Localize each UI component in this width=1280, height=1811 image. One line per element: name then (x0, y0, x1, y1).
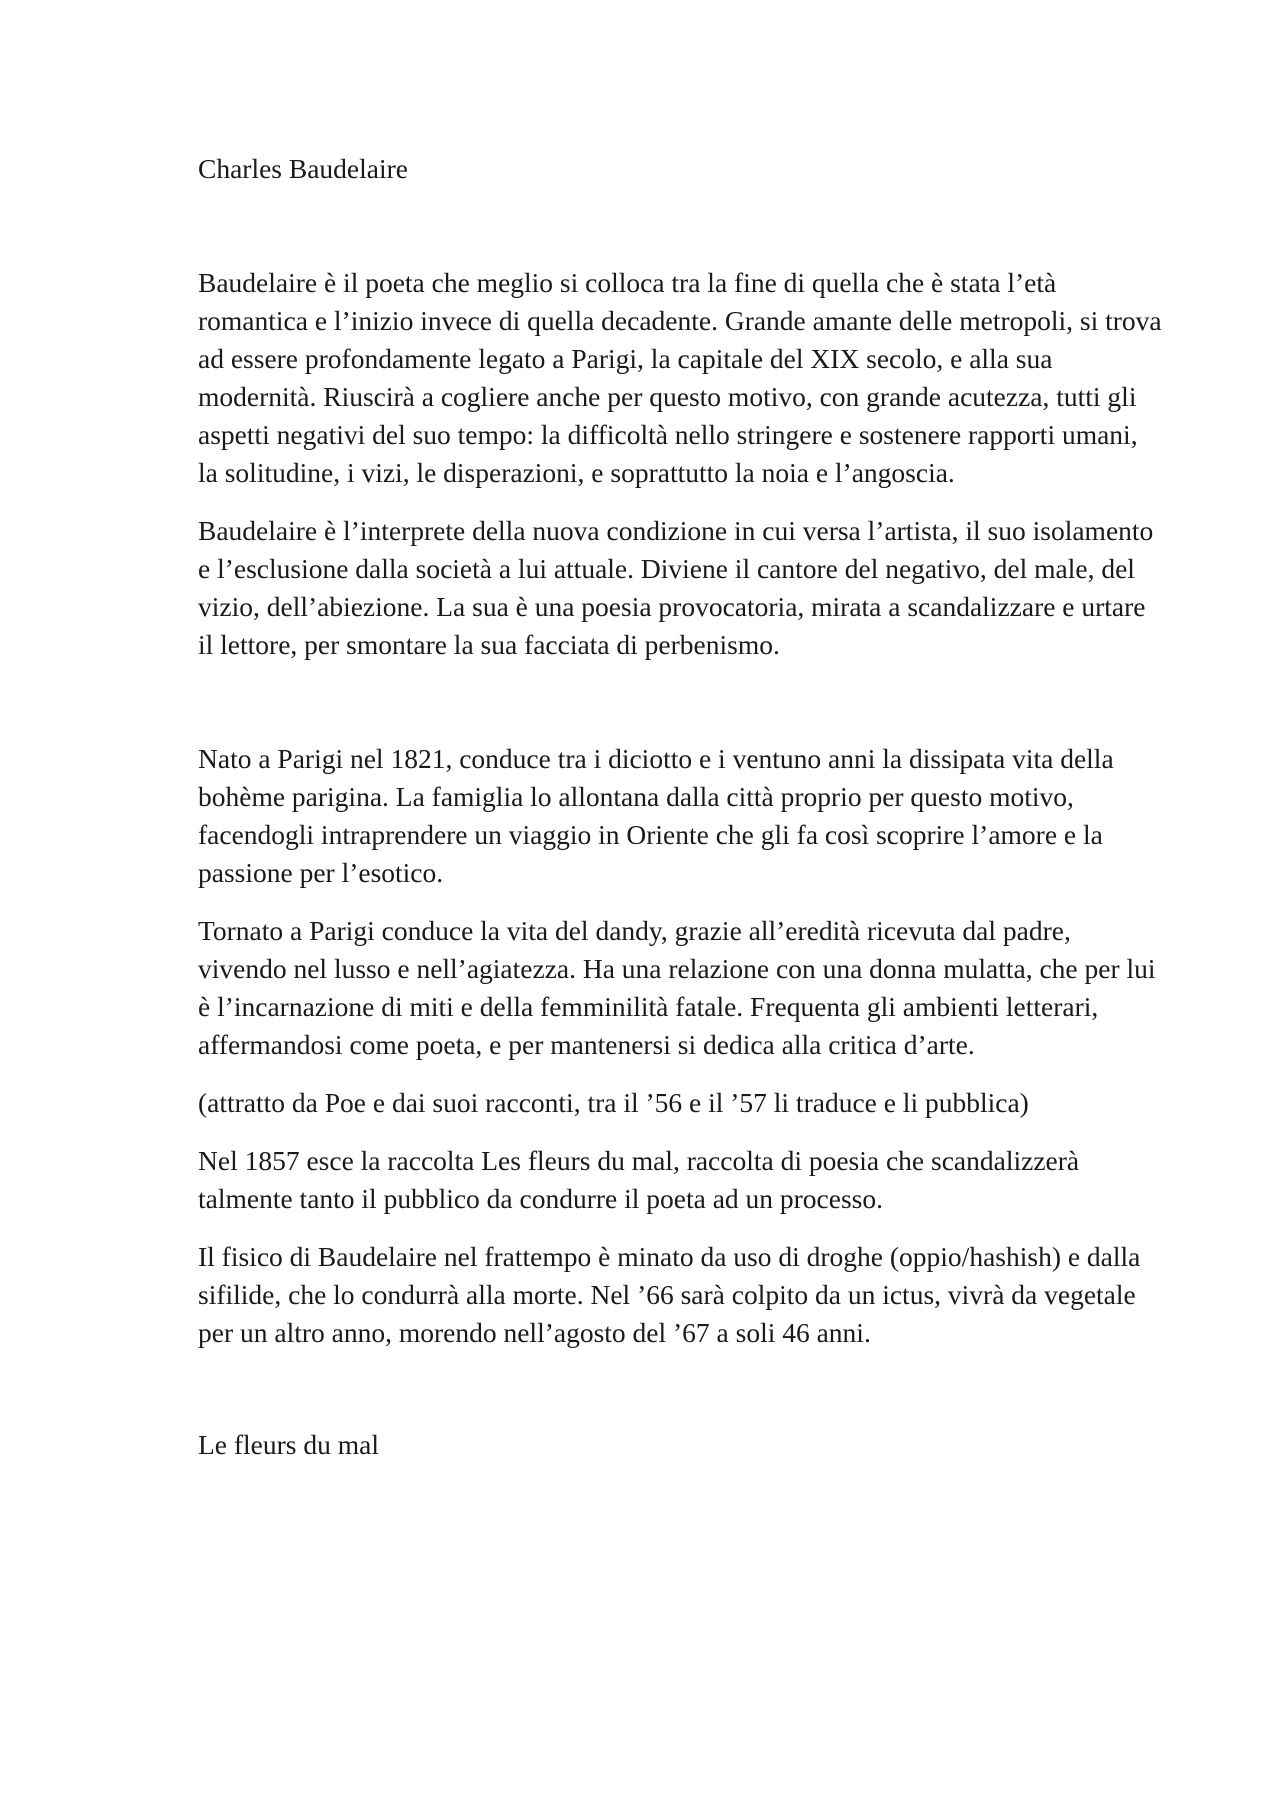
paragraph-dandy: Tornato a Parigi conduce la vita del dandy, grazie all’eredità ricevuta dal padre, vivendo nel lusso e nell’agiatezza. Ha una relazione con una donna mulatta, che per lui è l’incarnazione di miti e della femminilità fatale. Frequenta gli ambienti letterari, affermandosi come poeta, e per mantenersi si dedica alla critica d’arte. (198, 915, 1156, 1060)
document-body (198, 150, 1162, 1464)
paragraph-illness: Il fisico di Baudelaire nel frattempo è minato da uso di droghe (oppio/hashish) e dalla sifilide, che lo condurrà alla morte. Nel ’66 sarà colpito da un ictus, vivrà da vegetale per un altro anno, morendo nell’agosto del ’67 a soli 46 anni. (198, 1241, 1141, 1348)
paragraph-birth: Nato a Parigi nel 1821, conduce tra i diciotto e i ventuno anni la dissipata vita della bohème parigina. La famiglia lo allontana dalla città proprio per questo motivo, facendogli intraprendere un viaggio in Oriente che gli fa così scoprire l’amore e la passione per l’esotico. (198, 743, 1114, 888)
paragraph-fleurs: Nel 1857 esce la raccolta Les fleurs du mal, raccolta di poesia che scandalizzerà talmente tanto il pubblico da condurre il poeta ad un processo. (198, 1145, 1080, 1214)
document-title: Charles Baudelaire (198, 153, 408, 184)
section-heading: Le fleurs du mal (198, 1429, 379, 1460)
paragraph-intro: Baudelaire è il poeta che meglio si colloca tra la fine di quella che è stata l’età romantica e l’inizio invece di quella decadente. Grande amante delle metropoli, si trova ad essere profondamente legato a Parigi, la capitale del XIX secolo, e alla sua modernità. Riuscirà a cogliere anche per questo motivo, con grande acutezza, tutti gli aspetti negativi del suo tempo: la difficoltà nello stringere e sostenere rapporti umani, la solitudine, i vizi, le disperazioni, e soprattutto la noia e l’angoscia. (198, 267, 1162, 488)
paragraph-poe: (attratto da Poe e dai suoi racconti, tra il ’56 e il ’57 li traduce e li pubblica) (198, 1087, 1029, 1118)
paragraph-interpreter: Baudelaire è l’interprete della nuova condizione in cui versa l’artista, il suo isolamento e l’esclusione dalla società a lui attuale. Diviene il cantore del negativo, del male, del vizio, dell’abiezione. La sua è una poesia provocatoria, mirata a scandalizzare e urtare il lettore, per smontare la sua facciata di perbenismo. (198, 515, 1154, 660)
